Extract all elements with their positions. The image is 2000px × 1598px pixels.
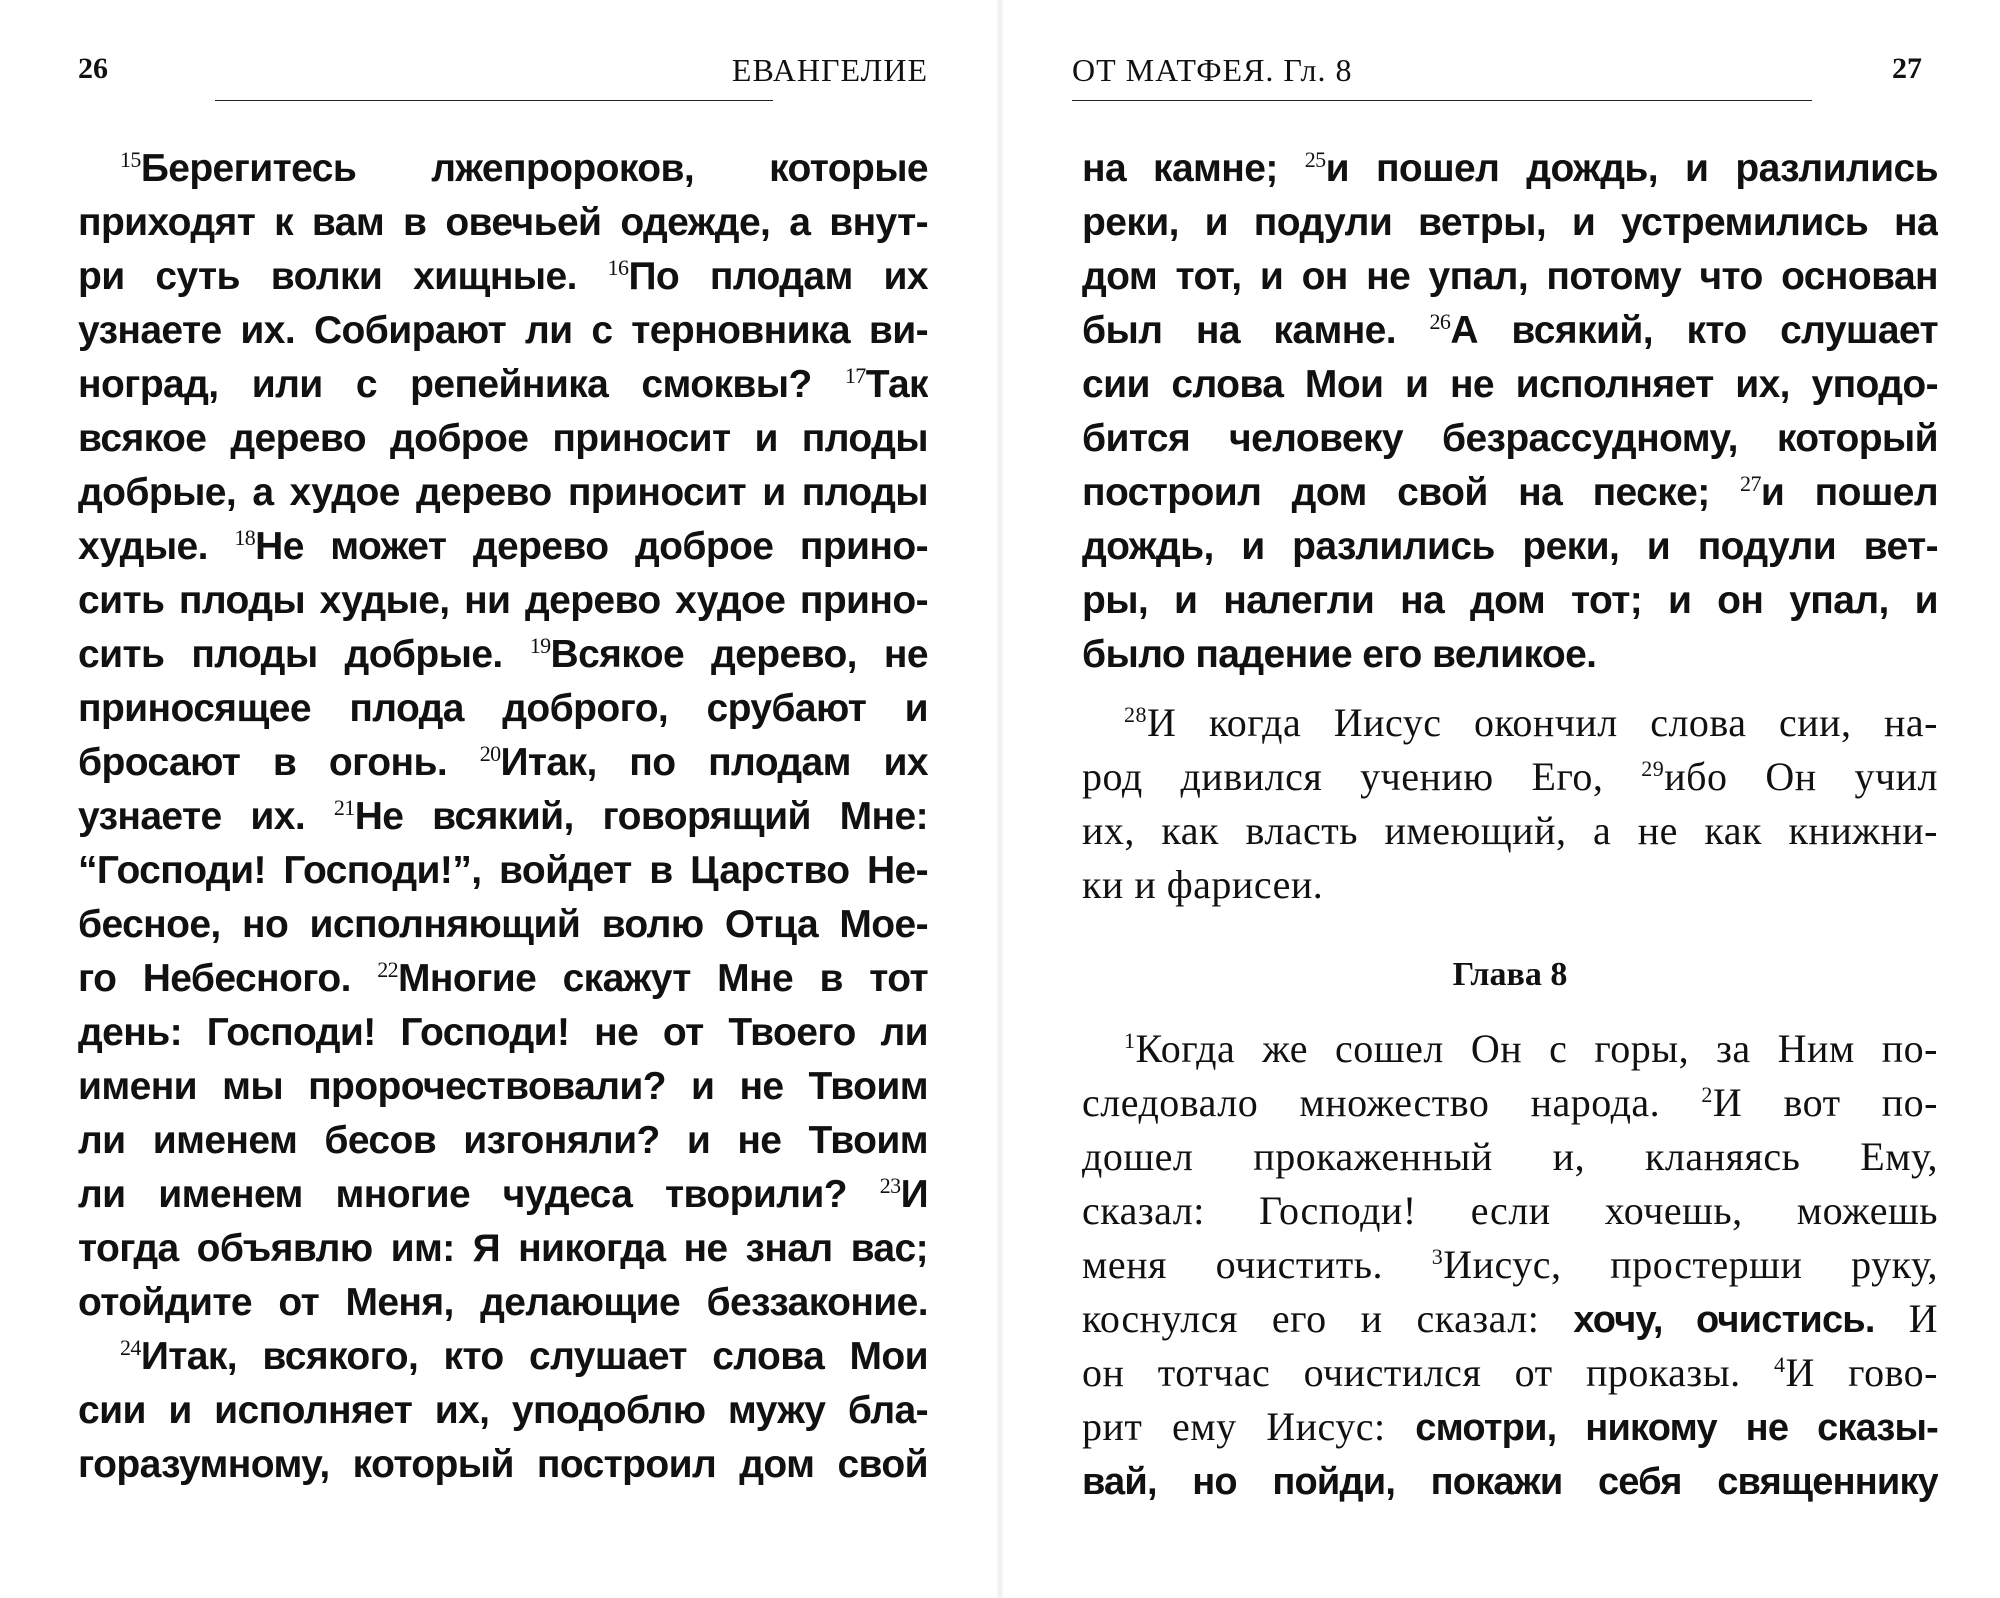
verse-text: Всякое дерево, не (550, 633, 928, 676)
text-line (78, 1276, 928, 1330)
header-rule (1072, 100, 1812, 101)
text-line (78, 574, 928, 628)
verse-text: имени мы пророчествовали? и не Твоим (78, 1065, 928, 1108)
text-line (1082, 196, 1938, 250)
text-line (78, 1330, 928, 1384)
text-line (1082, 628, 1938, 682)
text-line (1082, 1454, 1938, 1508)
verse-text: ноград, или с репейника смоквы? (78, 363, 812, 406)
text-line (1082, 574, 1938, 628)
text-line (78, 1438, 928, 1492)
verse-text: Так (865, 363, 928, 406)
text-line (1082, 250, 1938, 304)
verse-text: их, как власть имеющий, а не как книжни- (1082, 808, 1938, 853)
text-line (78, 1168, 928, 1222)
verse-number: 29 (1641, 756, 1665, 781)
verse-text: рит ему Иисус: (1082, 1404, 1386, 1449)
verse-text: Не всякий, говорящий Мне: (354, 795, 928, 838)
verse-text: на камне; (1082, 147, 1278, 190)
verse-text: и пошел (1760, 471, 1938, 514)
verse-text: узнаете их. Собирают ли с терновника ви- (78, 309, 928, 352)
verse-number: 22 (377, 957, 399, 982)
text-line (78, 520, 928, 574)
spacer (1082, 682, 1938, 696)
verse-number: 21 (333, 795, 355, 820)
verse-text: дождь, и разлились реки, и подули вет- (1082, 525, 1938, 568)
text-line (1082, 696, 1938, 750)
text-line (1082, 1346, 1938, 1400)
verse-text: “Господи! Господи!”, войдет в Царство Не- (78, 849, 928, 892)
verse-text: род дивился учению Его, (1082, 754, 1604, 799)
verse-text: бится человеку безрассудному, который (1082, 417, 1938, 460)
verse-text: отойдите от Меня, делающие беззаконие. (78, 1281, 928, 1324)
page-number: 26 (78, 52, 108, 85)
verse-number: 1 (1124, 1028, 1136, 1053)
verse-text: дошел прокаженный и, кланяясь Ему, (1082, 1134, 1938, 1179)
verse-text: приходят к вам в овечьей одежде, а внут- (78, 201, 928, 244)
text-line (78, 1384, 928, 1438)
text-line (1082, 1400, 1938, 1454)
verse-text: Итак, по плодам их (500, 741, 928, 784)
emphasized-text: смотри, никому не сказы- (1415, 1407, 1938, 1449)
verse-number: 24 (120, 1335, 141, 1360)
text-line (78, 142, 928, 196)
header-rule (215, 100, 773, 101)
text-line (1082, 1022, 1938, 1076)
verse-text: меня очистить. (1082, 1242, 1383, 1287)
text-line (78, 1060, 928, 1114)
verse-number: 27 (1740, 471, 1761, 496)
text-line (1082, 466, 1938, 520)
text-line (78, 844, 928, 898)
verse-text: горазумному, который построил дом свой (78, 1443, 928, 1486)
verse-text: построил дом свой на песке; (1082, 471, 1710, 514)
verse-text: добрые, а худое дерево приносит и плоды (78, 471, 928, 514)
verse-text: И гово- (1785, 1350, 1938, 1395)
verse-text: Когда же сошел Он с горы, за Ним по- (1135, 1026, 1938, 1071)
text-line (1082, 1184, 1938, 1238)
verse-text: бесное, но исполняющий волю Отца Мое- (78, 903, 928, 946)
verse-text: приносящее плода доброго, срубают и (78, 687, 928, 730)
verse-text: худые. (78, 525, 208, 568)
verse-text: Многие скажут Мне в тот (398, 957, 928, 1000)
verse-text: Иисус, простерши руку, (1443, 1242, 1938, 1287)
verse-number: 16 (607, 255, 629, 280)
verse-text: По плодам их (628, 255, 928, 298)
right-page (1000, 0, 2000, 1598)
verse-text: ли именем бесов изгоняли? и не Твоим (78, 1119, 928, 1162)
text-line (78, 1222, 928, 1276)
verse-text: го Небесного. (78, 957, 351, 1000)
text-line (1082, 1292, 1938, 1346)
verse-number: 19 (529, 633, 551, 658)
page-number: 27 (1892, 52, 1922, 85)
text-line (78, 952, 928, 1006)
verse-number: 4 (1773, 1352, 1786, 1377)
verse-text: бросают в огонь. (78, 741, 448, 784)
text-line (78, 898, 928, 952)
verse-number: 17 (844, 363, 866, 388)
text-line (1082, 520, 1938, 574)
verse-text: сии слова Мои и не исполняет их, уподо- (1082, 363, 1938, 406)
verse-number: 3 (1431, 1244, 1444, 1269)
text-line (78, 412, 928, 466)
text-line (1082, 142, 1938, 196)
verse-number: 28 (1124, 702, 1147, 727)
verse-text: И (900, 1173, 928, 1216)
verse-text: И когда Иисус окончил слова сии, на- (1147, 700, 1938, 745)
verse-number: 2 (1701, 1082, 1713, 1107)
verse-text: было падение его великое. (1082, 633, 1597, 676)
verse-text: И вот по- (1712, 1080, 1938, 1125)
verse-text: реки, и подули ветры, и устремились на (1082, 201, 1938, 244)
text-line (1082, 750, 1938, 804)
verse-text: Берегитесь лжепророков, которые (140, 147, 928, 190)
text-line (1082, 358, 1938, 412)
verse-number: 25 (1304, 147, 1326, 172)
verse-text: следовало множество народа. (1082, 1080, 1661, 1125)
running-head: ОТ МАТФЕЯ. Гл. 8 (1072, 52, 1353, 88)
verse-text: сказал: Господи! если хочешь, можешь (1082, 1188, 1938, 1233)
text-line (1082, 1076, 1938, 1130)
verse-text: Не может дерево доброе прино- (255, 525, 928, 568)
text-column (78, 142, 928, 1492)
verse-text: ки и фарисеи. (1082, 862, 1324, 907)
chapter-title: Глава 8 (1452, 956, 1568, 993)
verse-text: Итак, всякого, кто слушает слова Мои (140, 1335, 928, 1378)
text-line (78, 304, 928, 358)
text-column (1082, 142, 1938, 1508)
verse-number: 23 (879, 1173, 901, 1198)
text-line (78, 358, 928, 412)
text-line (78, 682, 928, 736)
emphasized-text: вай, но пойди, покажи себя священнику (1082, 1461, 1938, 1503)
text-line (1082, 304, 1938, 358)
verse-text: дом тот, и он не упал, потому что основан (1082, 255, 1938, 298)
verse-number: 18 (234, 525, 256, 550)
text-line (78, 736, 928, 790)
verse-text: ри суть волки хищные. (78, 255, 577, 298)
verse-text: коснулся его и сказал: (1082, 1296, 1540, 1341)
text-line (78, 628, 928, 682)
verse-text: А всякий, кто слушает (1450, 309, 1938, 352)
verse-text: сить плоды добрые. (78, 633, 503, 676)
verse-text: он тотчас очистился от проказы. (1082, 1350, 1741, 1395)
text-line (1082, 1130, 1938, 1184)
text-line (78, 250, 928, 304)
text-line (1082, 1238, 1938, 1292)
running-head: ЕВАНГЕЛИЕ (731, 52, 928, 88)
verse-text: сить плоды худые, ни дерево худое прино- (78, 579, 928, 622)
verse-text: тогда объявлю им: Я никогда не знал вас; (78, 1227, 928, 1270)
verse-text: ли именем многие чудеса творили? (78, 1173, 848, 1216)
verse-text: И (1908, 1296, 1938, 1341)
verse-text: был на камне. (1082, 309, 1396, 352)
verse-text: узнаете их. (78, 795, 306, 838)
text-line (78, 196, 928, 250)
text-line (1082, 412, 1938, 466)
verse-text: ибо Он учил (1664, 754, 1938, 799)
text-line (1082, 858, 1938, 912)
verse-number: 20 (479, 741, 501, 766)
verse-text: день: Господи! Господи! не от Твоего ли (78, 1011, 928, 1054)
verse-text: ры, и налегли на дом тот; и он упал, и (1082, 579, 1938, 622)
text-line (78, 1006, 928, 1060)
emphasized-text: хочу, очистись. (1573, 1299, 1875, 1341)
text-line (78, 1114, 928, 1168)
verse-number: 26 (1429, 309, 1451, 334)
verse-text: всякое дерево доброе приносит и плоды (78, 417, 928, 460)
verse-text: и пошел дождь, и разлились (1325, 147, 1938, 190)
text-line (78, 790, 928, 844)
verse-number: 15 (120, 147, 141, 172)
text-line (78, 466, 928, 520)
verse-text: сии и исполняет их, уподоблю мужу бла- (78, 1389, 928, 1432)
text-line (1082, 804, 1938, 858)
